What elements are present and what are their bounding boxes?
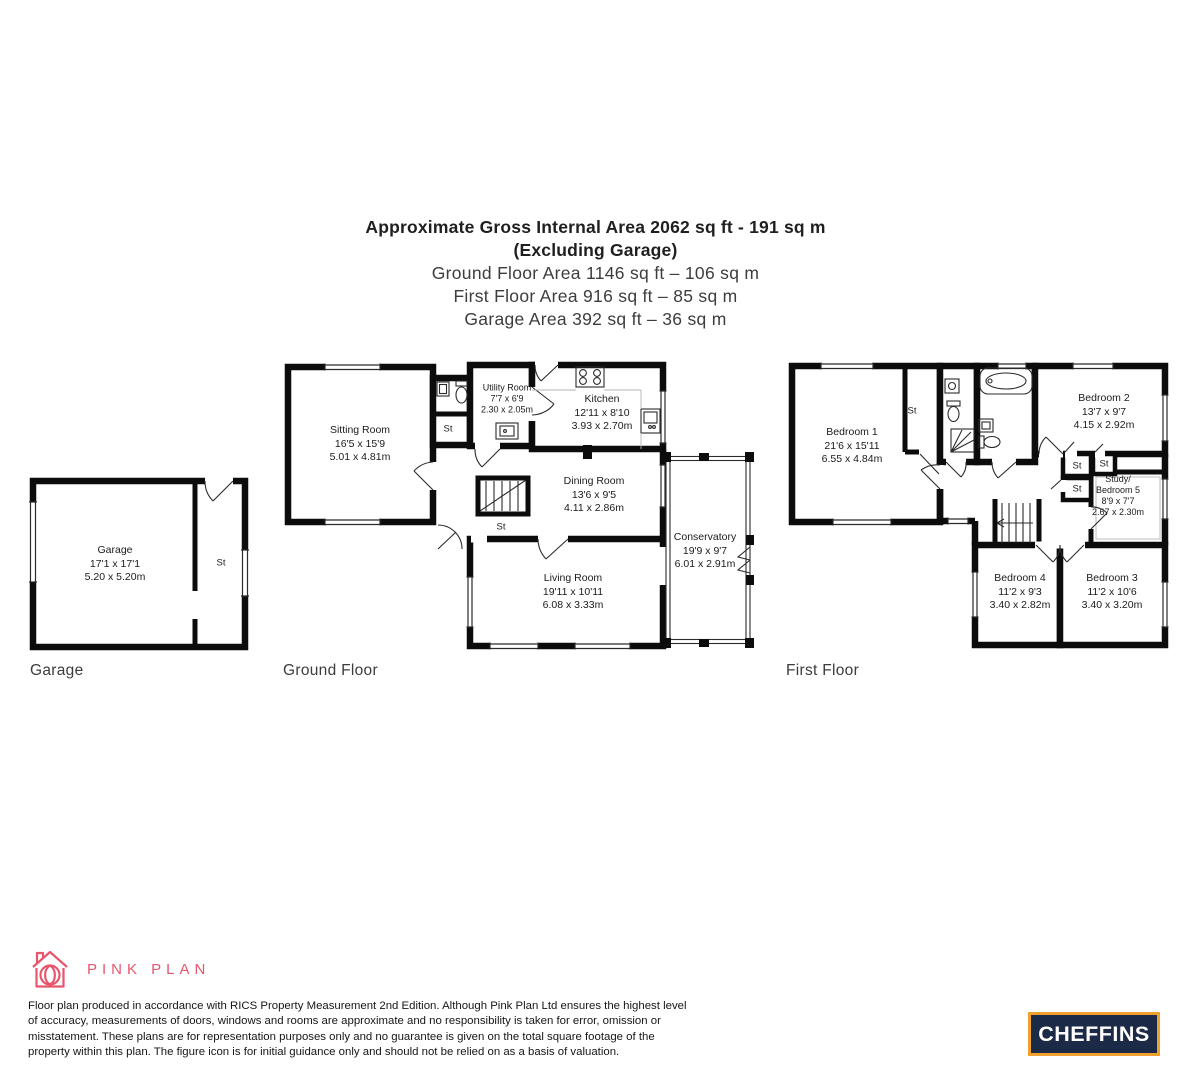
study-window-right	[1162, 479, 1169, 519]
room-label-conservatory: Conservatory 19'9 x 9'7 6.01 x 2.91m	[673, 530, 737, 570]
room-label-bedroom2: Bedroom 2 13'7 x 9'7 4.15 x 2.92m	[1073, 391, 1135, 431]
cheffins-wordmark: CHEFFINS	[1038, 1021, 1150, 1046]
living-window-bottom-right	[575, 643, 630, 650]
garage-window-right	[241, 550, 249, 596]
stairs	[995, 499, 1039, 545]
living-window-bottom-left	[490, 643, 538, 650]
store-label-a: St	[1072, 460, 1082, 472]
caption-ground-floor: Ground Floor	[283, 662, 378, 679]
disclaimer-text: Floor plan produced in accordance with RICS Property Measurement 2nd Edition. Although Pink Plan Ltd ensures the highest level of accuracy, measurements of doors, windows and rooms are approximate and no responsibility is taken for error, omission or misstatement. These plans are for representation purposes only and no guarantee is given on the total square footage of the property within this plan. The figure icon is for initial guidance only and should not be relied on as a basis of valuation.	[28, 1000, 687, 1058]
room-label-dining-room: Dining Room 13'6 x 9'5 4.11 x 2.86m	[563, 474, 625, 514]
sitting-window-top	[325, 364, 380, 371]
first-floor-area-line: First Floor Area 916 sq ft – 85 sq m	[453, 286, 738, 306]
garage-area-line: Garage Area 392 sq ft – 36 sq m	[464, 309, 727, 329]
room-label-bedroom1: Bedroom 1 21'6 x 15'11 6.55 x 4.84m	[821, 425, 883, 465]
bedroom2-window-top	[1073, 363, 1113, 370]
room-label-sitting-room: Sitting Room 16'5 x 15'9 5.01 x 4.81m	[329, 423, 391, 463]
gross-area-line: Approximate Gross Internal Area 2062 sq ft - 191 sq m	[365, 217, 826, 237]
store-label-garage: St	[216, 557, 226, 569]
room-label-living-room: Living Room 19'11 x 10'11 6.08 x 3.33m	[542, 571, 604, 611]
caption-garage: Garage	[30, 662, 84, 679]
room-label-bedroom3: Bedroom 3 11'2 x 10'6 3.40 x 3.20m	[1081, 571, 1143, 611]
room-label-kitchen: Kitchen 12'11 x 8'10 3.93 x 2.70m	[571, 392, 633, 432]
room-label-study-bedroom5: Study/ Bedroom 5 8'9 x 7'7 2.67 x 2.30m	[1091, 474, 1145, 517]
room-label-bedroom4: Bedroom 4 11'2 x 9'3 3.40 x 2.82m	[989, 571, 1051, 611]
store-label-b: St	[1099, 458, 1109, 470]
caption-first-floor: First Floor	[786, 662, 860, 679]
store-label-c: St	[1072, 483, 1082, 495]
bathroom-door	[992, 459, 1016, 479]
store-label-hall: St	[496, 521, 506, 533]
bedroom2-window-right	[1162, 395, 1169, 441]
ground-floor-area-line: Ground Floor Area 1146 sq ft – 106 sq m	[431, 263, 760, 283]
garage-window-left	[29, 502, 37, 582]
living-window-left	[467, 577, 474, 627]
bedroom1-window-top	[821, 363, 873, 370]
store-label-wc: St	[443, 423, 453, 435]
room-label-utility-room: Utility Room 7'7 x 6'9 2.30 x 2.05m	[480, 382, 534, 415]
store-label-bedroom1: St	[907, 405, 917, 417]
landing-window-bottom	[948, 518, 968, 525]
excluding-garage-line: (Excluding Garage)	[513, 240, 678, 260]
bedroom1-window-bottom	[833, 519, 891, 526]
pink-plan-house-icon	[28, 946, 72, 992]
hall-door	[475, 443, 500, 468]
bedroom3-window-right	[1162, 582, 1169, 627]
sitting-window-bottom	[325, 519, 380, 526]
bedroom4-window-left	[972, 572, 979, 617]
stairs	[478, 478, 528, 514]
cheffins-logo	[1028, 1012, 1160, 1056]
ensuite-door	[946, 459, 966, 478]
room-label-garage: Garage 17'1 x 17'1 5.20 x 5.20m	[84, 543, 146, 583]
pink-plan-wordmark: PINK PLAN	[87, 960, 211, 978]
area-summary	[0, 216, 1191, 331]
pink-plan-logo	[28, 946, 210, 992]
